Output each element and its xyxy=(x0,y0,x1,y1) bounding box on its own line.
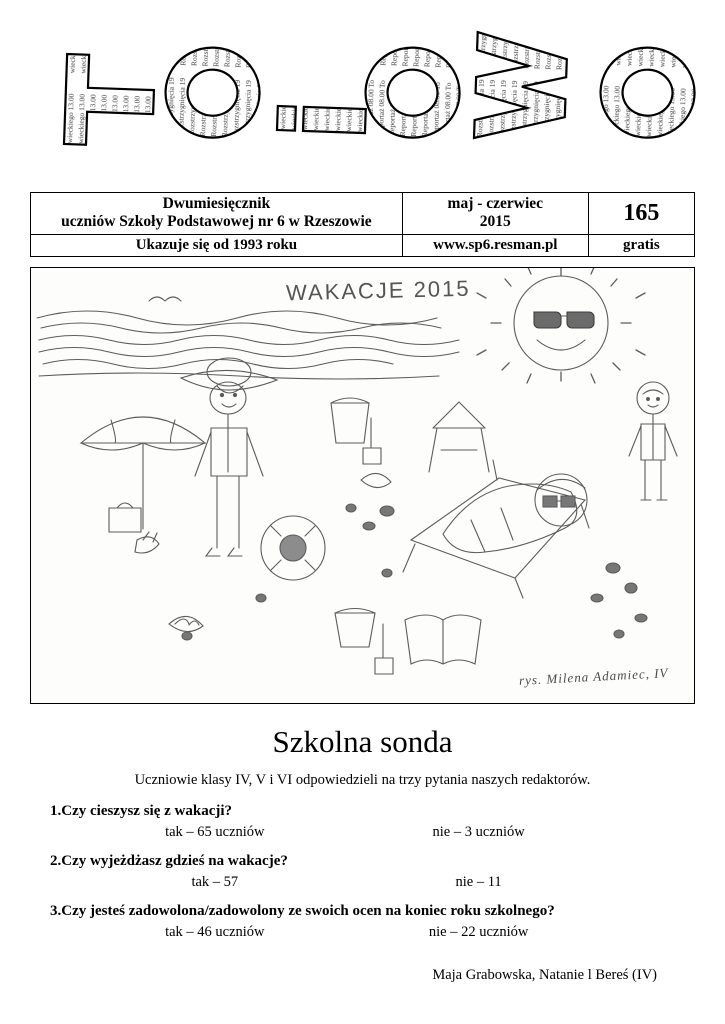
periodicity-cell xyxy=(31,193,403,235)
drawing-title: WAKACJE 2015 xyxy=(285,275,471,306)
question-number-1: 1. xyxy=(50,803,62,820)
poll-question-2 xyxy=(40,853,685,891)
table-row xyxy=(31,234,695,257)
masthead-letter-O1 xyxy=(164,46,261,139)
answer-yes-3: tak – 46 uczniów xyxy=(165,924,265,941)
issue-date-cell xyxy=(402,193,588,235)
issue-info-table xyxy=(30,192,695,257)
poll-question-3 xyxy=(40,903,685,941)
question-text-2 xyxy=(40,853,685,870)
poll-question-1 xyxy=(40,803,685,841)
masthead xyxy=(34,26,691,186)
drawing-caption: rys. Milena Adamiec, IV xyxy=(518,665,669,689)
answers-row-1 xyxy=(40,824,685,841)
masthead-letter-W xyxy=(474,32,568,141)
masthead-logo xyxy=(34,26,699,186)
answers-row-3 xyxy=(40,924,685,941)
question-number-2: 2. xyxy=(50,853,62,870)
article-intro: Uczniowie klasy IV, V i VI odpowiedzieli na trzy pytania naszych redaktorów. xyxy=(134,772,591,789)
article-byline: Maja Grabowska, Natanie l Bereś (IV) xyxy=(432,967,657,984)
website-cell[interactable]: www.sp6.resman.pl xyxy=(402,234,588,257)
question-label-3: Czy jesteś zadowolona/zadowolony ze swoich ocen na koniec roku szkolnego? xyxy=(61,903,555,920)
issue-date-line1: maj - czerwiec xyxy=(447,195,544,212)
issue-number-cell: 165 xyxy=(588,193,694,235)
answers-row-2 xyxy=(40,874,685,891)
price-cell: gratis xyxy=(588,234,694,257)
masthead-letter-O3 xyxy=(599,46,696,139)
answer-no-1: nie – 3 uczniów xyxy=(432,824,525,841)
beach-drawing xyxy=(31,268,692,702)
question-text-1 xyxy=(40,803,685,820)
answer-no-2: nie – 11 xyxy=(455,874,502,891)
since-cell: Ukazuje się od 1993 roku xyxy=(31,234,403,257)
periodicity-line1: Dwumiesięcznik xyxy=(162,195,271,212)
table-row xyxy=(31,193,695,235)
question-label-1: Czy cieszysz się z wakacji? xyxy=(61,803,233,820)
answer-yes-2: tak – 57 xyxy=(191,874,239,891)
cover-drawing xyxy=(30,267,695,704)
masthead-letter-O2 xyxy=(364,46,461,139)
masthead-letter-T xyxy=(64,54,155,147)
answer-no-3: nie – 22 uczniów xyxy=(428,924,529,941)
question-text-3 xyxy=(40,903,685,920)
periodicity-line2: uczniów Szkoły Podstawowej nr 6 w Rzeszowie xyxy=(61,213,372,231)
article-szkolna-sonda xyxy=(30,710,695,984)
masthead-letter-i xyxy=(277,106,366,133)
question-number-3: 3. xyxy=(50,903,62,920)
question-label-2: Czy wyjeżdżasz gdzieś na wakacje? xyxy=(61,853,288,870)
issue-date-line2: 2015 xyxy=(479,213,511,231)
answer-yes-1: tak – 65 uczniów xyxy=(165,824,265,841)
page-title: Szkolna sonda xyxy=(272,724,453,760)
